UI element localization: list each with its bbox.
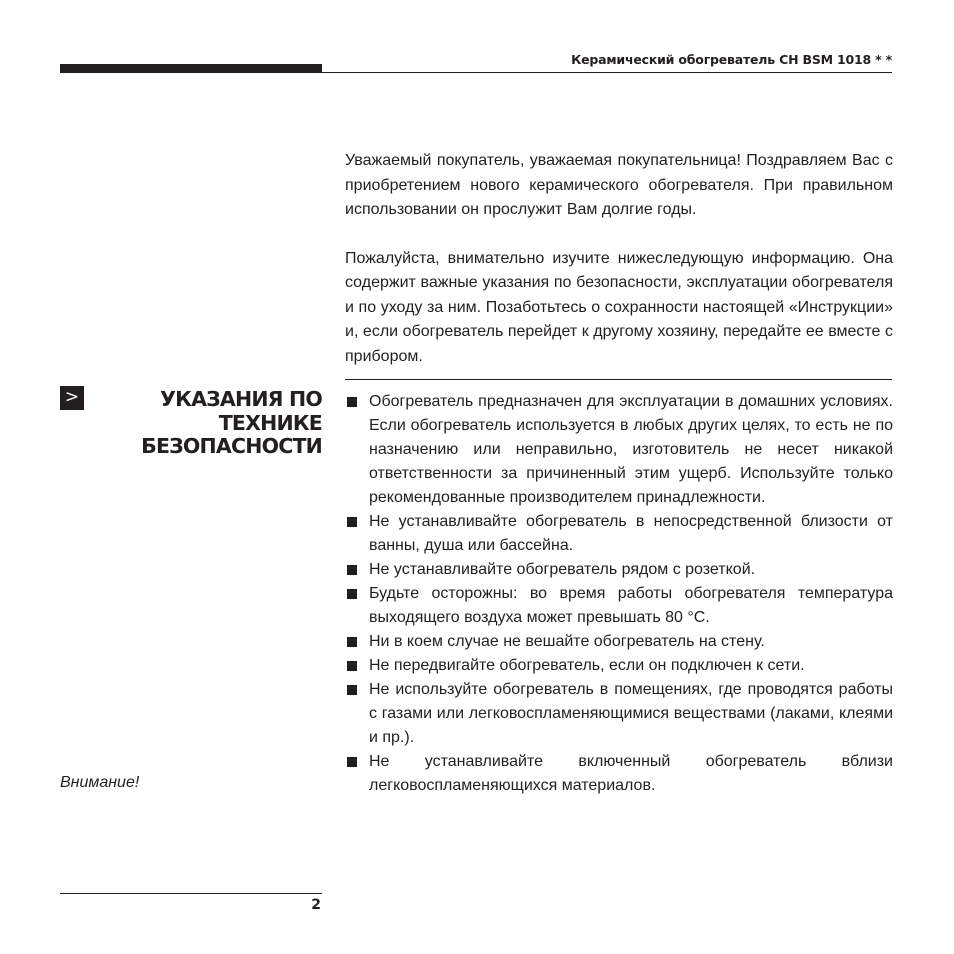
square-bullet-icon bbox=[347, 517, 357, 527]
section-title-line: БЕЗОПАСНОСТИ bbox=[141, 434, 322, 458]
list-item bbox=[345, 678, 893, 750]
list-item bbox=[345, 558, 893, 582]
square-bullet-icon bbox=[347, 397, 357, 407]
header-rule bbox=[322, 72, 892, 73]
list-item bbox=[345, 750, 893, 798]
list-item-text: Не устанавливайте обогреватель в непосредственной близости от ванны, душа или бассейна. bbox=[369, 513, 893, 554]
square-bullet-icon bbox=[347, 661, 357, 671]
section-title-line: ТЕХНИКЕ bbox=[218, 410, 322, 435]
square-bullet-icon bbox=[347, 589, 357, 599]
list-item bbox=[345, 390, 893, 510]
list-item bbox=[345, 510, 893, 558]
list-item-text: Обогреватель предназначен для эксплуатации в домашних условиях. Если обогреватель используется в любых других целях, то есть не по назначению или неправильно, изготовитель не несет никакой ответственности за причиненный этим ущерб. Используйте только рекомендованные производителем принадлежности. bbox=[369, 393, 893, 506]
square-bullet-icon bbox=[347, 565, 357, 575]
warning-label: Внимание! bbox=[60, 774, 140, 791]
square-bullet-icon bbox=[347, 637, 357, 647]
list-item-text: Не устанавливайте обогреватель рядом с розеткой. bbox=[369, 561, 756, 578]
intro-paragraph-1: Уважаемый покупатель, уважаемая покупательница! Поздравляем Вас с приобретением нового керамического обогревателя. При правильном использовании он прослужит Вам долгие годы. bbox=[345, 152, 893, 218]
list-item-text: Ни в коем случае не вешайте обогреватель на стену. bbox=[369, 633, 765, 650]
list-item-text: Не используйте обогреватель в помещениях, где проводятся работы с газами или легковоспламеняющимися веществами (лаками, клеями и пр.). bbox=[369, 681, 893, 746]
list-item bbox=[345, 654, 893, 678]
page-number: 2 bbox=[311, 897, 321, 913]
header-bar bbox=[60, 64, 322, 73]
list-item bbox=[345, 582, 893, 630]
section-title bbox=[102, 388, 322, 459]
list-item-text: Не передвигайте обогреватель, если он подключен к сети. bbox=[369, 657, 805, 674]
chevron-right-icon: > bbox=[60, 386, 84, 410]
section-title-line: УКАЗАНИЯ ПО bbox=[160, 387, 322, 411]
document-header-title: Керамический обогреватель CH BSM 1018 * * bbox=[571, 52, 892, 67]
list-item-text: Будьте осторожны: во время работы обогревателя температура выходящего воздуха может превышать 80 °С. bbox=[369, 585, 893, 626]
list-item-text: Не устанавливайте включенный обогреватель вблизи легковоспламеняющихся материалов. bbox=[369, 753, 893, 794]
intro-text bbox=[345, 149, 893, 369]
square-bullet-icon bbox=[347, 757, 357, 767]
footer-rule bbox=[60, 893, 322, 894]
section-divider bbox=[345, 379, 892, 380]
square-bullet-icon bbox=[347, 685, 357, 695]
list-item bbox=[345, 630, 893, 654]
intro-paragraph-2: Пожалуйста, внимательно изучите нижеследующую информацию. Она содержит важные указания по безопасности, эксплуатации обогревателя и по уходу за ним. Позаботьтесь о сохранности настоящей «Инструкции» и, если обогреватель перейдет к другому хозяину, передайте ее вместе с прибором. bbox=[345, 249, 893, 365]
safety-bullet-list bbox=[345, 390, 893, 798]
